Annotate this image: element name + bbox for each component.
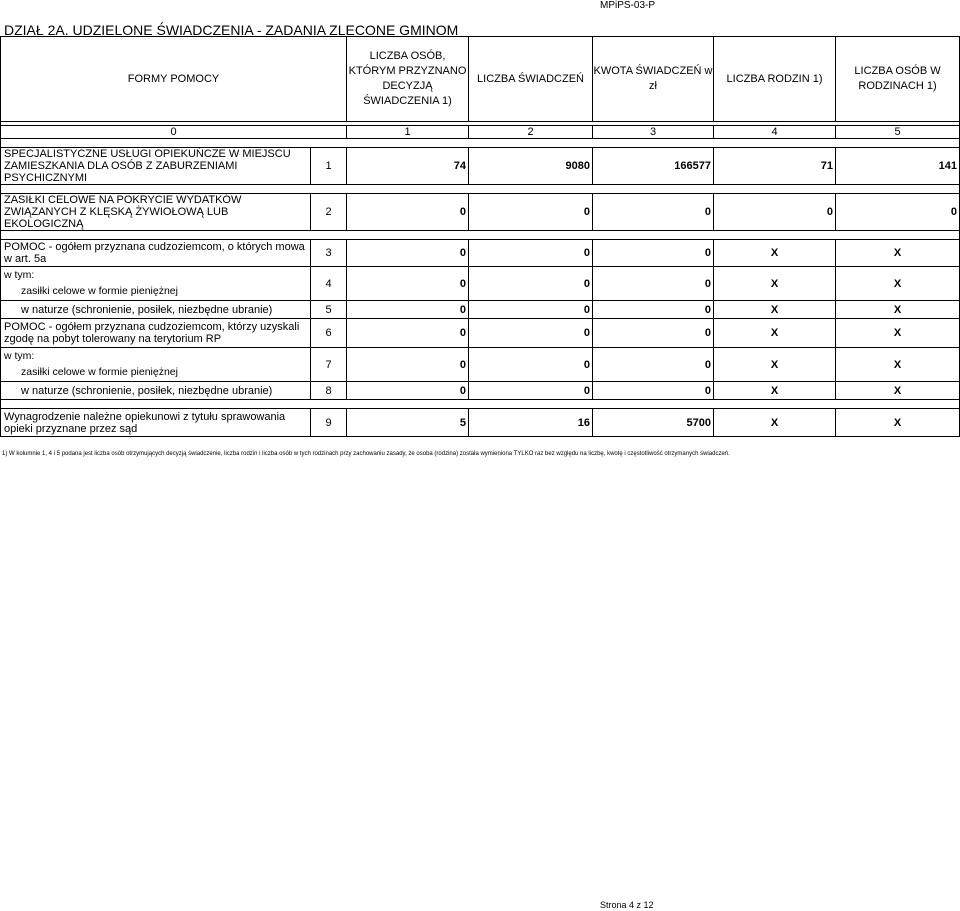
table-row — [1, 148, 960, 185]
table-row — [1, 319, 960, 348]
col-header-amount: KWOTA ŚWIADCZEŃ w zł — [593, 37, 714, 122]
page-number: Strona 4 z 12 — [600, 900, 654, 910]
cell-family-persons: 141 — [836, 148, 960, 185]
cell-amount: 166577 — [593, 148, 714, 185]
row-label: POMOC - ogółem przyznana cudzoziemcom, o których mowa w art. 5a — [1, 240, 311, 267]
col-index-5: 5 — [836, 126, 960, 139]
cell-families: X — [714, 301, 836, 319]
row-label: zasiłki celowe w formie pieniężnej — [21, 366, 178, 378]
row-prefix: w tym: — [4, 350, 35, 362]
row-number: 3 — [311, 240, 347, 267]
cell-amount: 0 — [593, 240, 714, 267]
row-number: 1 — [311, 148, 347, 185]
row-label: Wynagrodzenie należne opiekunowi z tytułu sprawowania opieki przyznane przez sąd — [1, 409, 311, 437]
cell-amount: 0 — [593, 301, 714, 319]
cell-family-persons: 0 — [836, 194, 960, 231]
cell-amount: 0 — [593, 348, 714, 382]
cell-family-persons: X — [836, 267, 960, 301]
cell-amount: 0 — [593, 382, 714, 400]
col-index-1: 1 — [347, 126, 469, 139]
col-header-families: LICZBA RODZIN 1) — [714, 37, 836, 122]
cell-benefits: 9080 — [469, 148, 593, 185]
page-title: DZIAŁ 2A. UDZIELONE ŚWIADCZENIA - ZADANIA ZLECONE GMINOM — [4, 22, 459, 38]
col-index-0: 0 — [1, 126, 347, 139]
col-header-forms: FORMY POMOCY — [1, 37, 347, 122]
table-row — [1, 267, 960, 301]
row-number: 7 — [311, 348, 347, 382]
row-label: SPECJALISTYCZNE USŁUGI OPIEKUŃCZE W MIEJSCU ZAMIESZKANIA DLA OSÓB Z ZABURZENIAMI PSYCHICZNYMI — [1, 148, 311, 185]
row-label: ZASIŁKI CELOWE NA POKRYCIE WYDATKÓW ZWIĄZANYCH Z KLĘSKĄ ŻYWIOŁOWĄ LUB EKOLOGICZNĄ — [1, 194, 311, 231]
cell-families: X — [714, 319, 836, 348]
cell-benefits: 0 — [469, 240, 593, 267]
footnote: 1) W kolumnie 1, 4 i 5 podana jest liczba osób otrzymujących decyzją świadczenie, liczba rodzin i liczba osób w tych rodzinach przy zachowaniu zasady, że osoba (rodzina) została wymieniona TYLKO raz bez względu na liczbę, kwotę i częstotliwość otrzymanych świadczeń. — [2, 451, 730, 457]
cell-families: X — [714, 348, 836, 382]
cell-benefits: 0 — [469, 348, 593, 382]
benefits-table — [0, 36, 960, 437]
cell-amount: 0 — [593, 267, 714, 301]
row-label: POMOC - ogółem przyznana cudzoziemcom, którzy uzyskali zgodę na pobyt tolerowany na terytorium RP — [1, 319, 311, 348]
cell-benefits: 0 — [469, 267, 593, 301]
cell-families: 71 — [714, 148, 836, 185]
cell-benefits: 0 — [469, 301, 593, 319]
cell-persons: 0 — [347, 319, 469, 348]
row-number: 8 — [311, 382, 347, 400]
cell-families: 0 — [714, 194, 836, 231]
cell-persons: 0 — [347, 301, 469, 319]
col-index-3: 3 — [593, 126, 714, 139]
cell-persons: 0 — [347, 382, 469, 400]
cell-families: X — [714, 267, 836, 301]
table-row — [1, 382, 960, 400]
row-number: 6 — [311, 319, 347, 348]
row-label-cell — [1, 267, 311, 301]
cell-persons: 0 — [347, 267, 469, 301]
cell-persons: 74 — [347, 148, 469, 185]
row-number: 2 — [311, 194, 347, 231]
cell-benefits: 0 — [469, 382, 593, 400]
cell-families: X — [714, 382, 836, 400]
cell-amount: 0 — [593, 194, 714, 231]
row-number: 9 — [311, 409, 347, 437]
cell-family-persons: X — [836, 301, 960, 319]
cell-family-persons: X — [836, 240, 960, 267]
row-label: w naturze (schronienie, posiłek, niezbędne ubranie) — [1, 382, 311, 400]
cell-benefits: 0 — [469, 319, 593, 348]
row-label: w naturze (schronienie, posiłek, niezbędne ubranie) — [1, 301, 311, 319]
col-header-persons: LICZBA OSÓB, KTÓRYM PRZYZNANO DECYZJĄ ŚWIADCZENIA 1) — [347, 37, 469, 122]
cell-family-persons: X — [836, 409, 960, 437]
form-code: MPiPS-03-P — [600, 0, 656, 11]
cell-benefits: 0 — [469, 194, 593, 231]
col-index-4: 4 — [714, 126, 836, 139]
row-number: 5 — [311, 301, 347, 319]
row-label-cell — [1, 348, 311, 382]
col-header-benefits: LICZBA ŚWIADCZEŃ — [469, 37, 593, 122]
cell-family-persons: X — [836, 319, 960, 348]
cell-families: X — [714, 240, 836, 267]
cell-family-persons: X — [836, 382, 960, 400]
col-index-2: 2 — [469, 126, 593, 139]
table-row — [1, 409, 960, 437]
table-row — [1, 194, 960, 231]
cell-family-persons: X — [836, 348, 960, 382]
cell-persons: 5 — [347, 409, 469, 437]
cell-persons: 0 — [347, 194, 469, 231]
table-row — [1, 301, 960, 319]
row-number: 4 — [311, 267, 347, 301]
cell-families: X — [714, 409, 836, 437]
cell-amount: 5700 — [593, 409, 714, 437]
cell-benefits: 16 — [469, 409, 593, 437]
row-prefix: w tym: — [4, 269, 35, 281]
cell-persons: 0 — [347, 348, 469, 382]
table-row — [1, 348, 960, 382]
cell-amount: 0 — [593, 319, 714, 348]
cell-persons: 0 — [347, 240, 469, 267]
row-label: zasiłki celowe w formie pieniężnej — [21, 285, 178, 297]
table-row — [1, 240, 960, 267]
col-header-family-persons: LICZBA OSÓB W RODZINACH 1) — [836, 37, 960, 122]
